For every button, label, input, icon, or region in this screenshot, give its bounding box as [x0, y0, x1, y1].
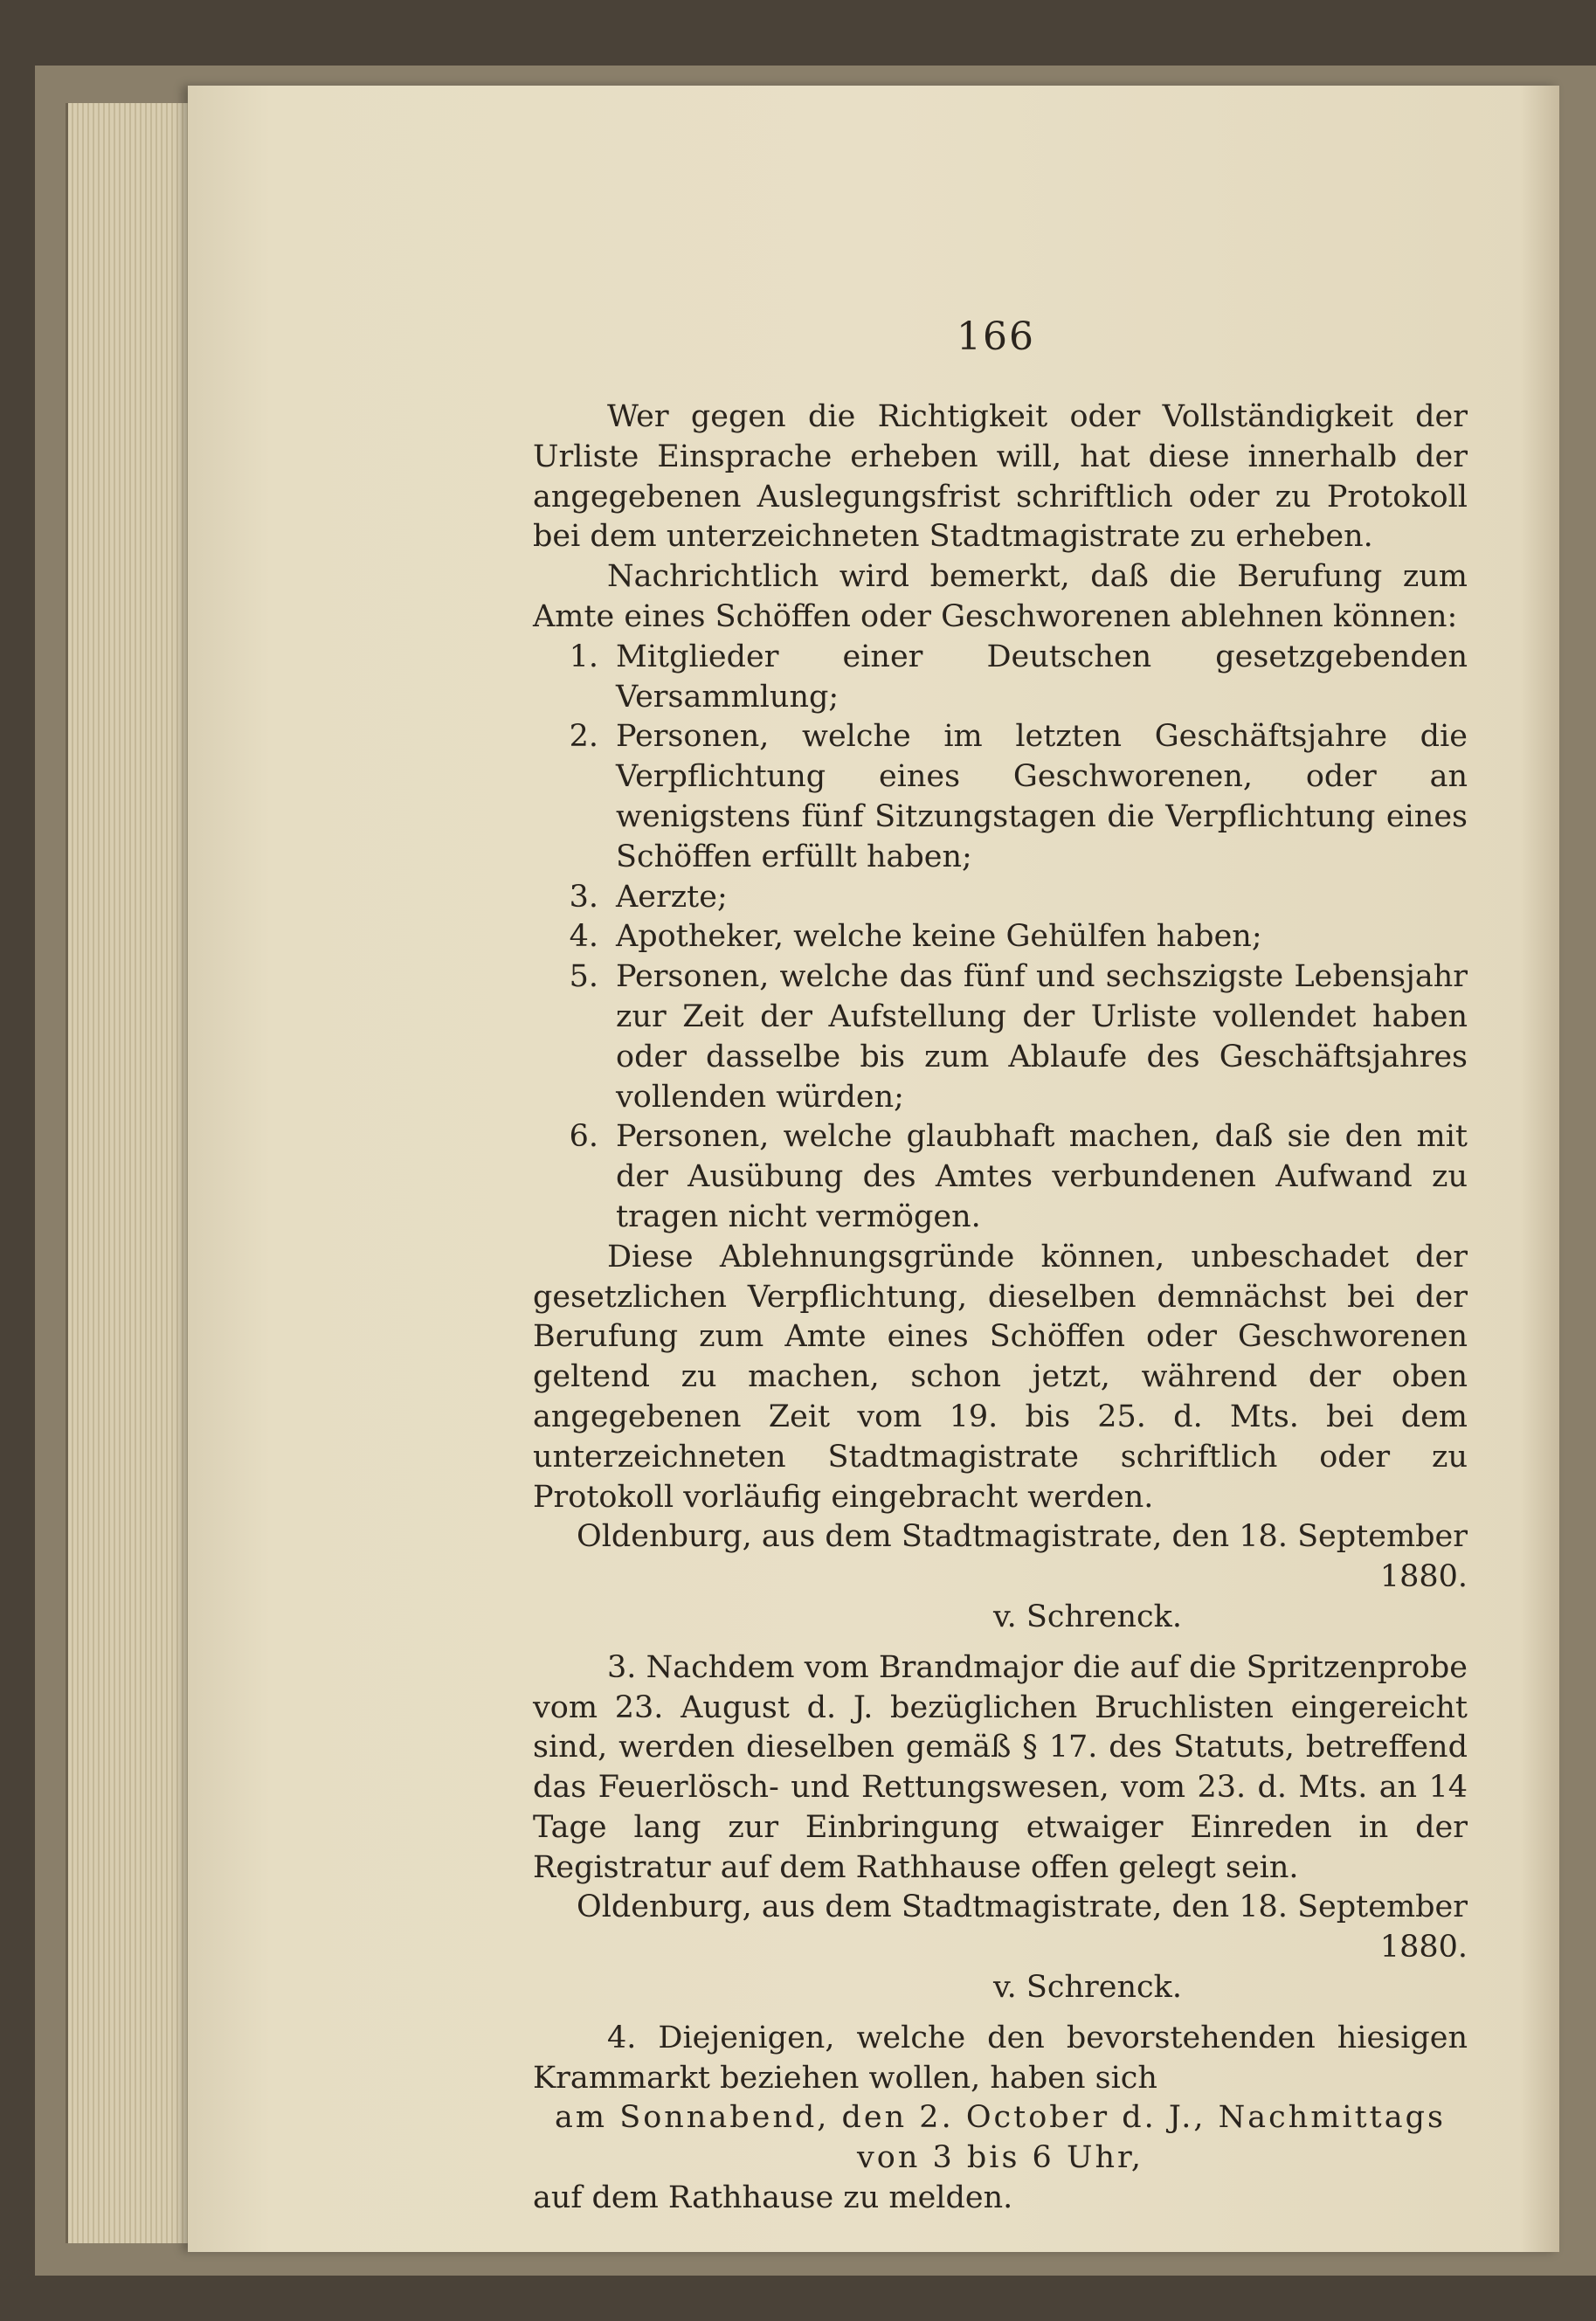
- paragraph-notice: Nachrichtlich wird bemerkt, daß die Berufung zum Amte eines Schöffen oder Geschworenen ablehnen können:: [533, 559, 1468, 634]
- list-item: [533, 917, 1468, 957]
- list-item-text: Personen, welche glaubhaft machen, daß sie den mit der Ausübung des Amtes verbundenen Aufwand zu tragen nicht vermögen.: [616, 1119, 1468, 1234]
- list-item: [533, 638, 1468, 718]
- list-item-text: Personen, welche im letzten Geschäftsjahre die Verpflichtung eines Geschworenen, oder an wenigstens fünf Sitzungstagen die Verpflichtung eines Schöffen erfüllt haben;: [616, 719, 1468, 874]
- signature: v. Schrenck.: [993, 1970, 1182, 2006]
- paragraph-grounds: Diese Ablehnungsgründe können, unbeschadet der gesetzlichen Verpflichtung, dieselben demnächst bei der Berufung zum Amte eines Schöffen oder Geschworenen geltend zu machen, schon jetzt, während der oben angegebenen Zeit vom 19. bis 25. d. Mts. bei dem unterzeichneten Stadtmagistrate schriftlich oder zu Protokoll vorläufig eingebracht werden.: [533, 1239, 1468, 1515]
- market-time-line: von 3 bis 6 Uhr,: [856, 2140, 1144, 2176]
- list-item-number: 3.: [569, 879, 598, 915]
- paragraph-market: 4. Diejenigen, welche den bevorstehenden hiesigen Krammarkt beziehen wollen, haben sich: [533, 2020, 1468, 2096]
- paragraph-fire-brigade: 3. Nachdem vom Brandmajor die auf die Spritzenprobe vom 23. August d. J. bezüglichen Bruchlisten eingereicht sind, werden dieselben gemäß § 17. des Statuts, betreffend das Feuerlösch- und Rettungswesen, vom 23. d. Mts. an 14 Tage lang zur Einbringung etwaiger Einreden in der Registratur auf dem Rathhause offen gelegt sein.: [533, 1649, 1468, 1885]
- paragraph-objection: Wer gegen die Richtigkeit oder Vollständigkeit der Urliste Einsprache erheben will, hat diese innerhalb der angegebenen Auslegungsfrist schriftlich oder zu Protokoll bei dem unterzeichneten Stadtmagistrate zu erheben.: [533, 399, 1468, 555]
- list-item-number: 5.: [569, 959, 598, 995]
- list-item-number: 4.: [569, 919, 598, 955]
- market-date-line: am Sonnabend, den 2. October d. J., Nachmittags: [555, 2100, 1446, 2136]
- page-gutter-shadow: [1520, 86, 1559, 2252]
- list-item: [533, 957, 1468, 1117]
- list-item: [533, 878, 1468, 918]
- list-item-number: 6.: [569, 1119, 598, 1155]
- dateline: Oldenburg, aus dem Stadtmagistrate, den 18. September 1880.: [577, 1889, 1468, 1965]
- list-item-text: Apotheker, welche keine Gehülfen haben;: [616, 919, 1262, 955]
- list-item-number: 1.: [569, 639, 598, 674]
- list-item-text: Mitglieder einer Deutschen gesetzgebenden Versammlung;: [616, 639, 1468, 715]
- market-location-line: auf dem Rathhause zu melden.: [533, 2180, 1013, 2216]
- dateline: Oldenburg, aus dem Stadtmagistrate, den 18. September 1880.: [577, 1519, 1468, 1595]
- page-text: [533, 397, 1468, 2219]
- list-item: [533, 1117, 1468, 1237]
- page-number: 166: [957, 314, 1035, 359]
- list-item-text: Aerzte;: [616, 879, 728, 915]
- list-item: [533, 717, 1468, 877]
- signature: v. Schrenck.: [993, 1599, 1182, 1634]
- list-item-number: 2.: [569, 719, 598, 755]
- list-item-text: Personen, welche das fünf und sechszigste Lebensjahr zur Zeit der Aufstellung der Urliste vollendet haben oder dasselbe bis zum Ablaufe des Geschäftsjahres vollenden würden;: [616, 959, 1468, 1115]
